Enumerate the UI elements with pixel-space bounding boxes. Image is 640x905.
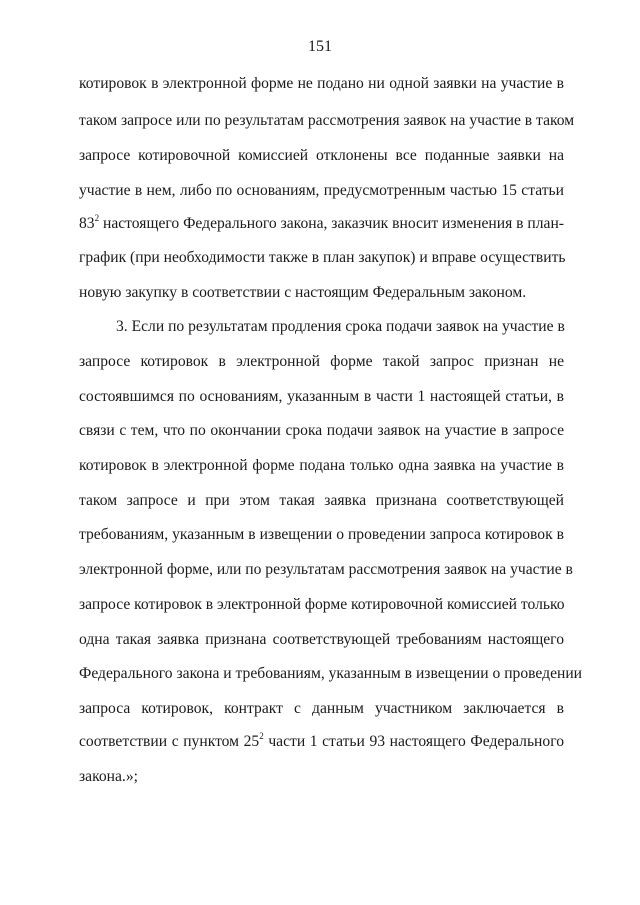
superscript: 2 [259,731,264,741]
text-line: котировок в электронной форме не подано ни одной заявки на участие в [79,75,564,92]
text-line: запросе котировочной комиссией отклонены все поданные заявки на [79,147,564,164]
text-line: запросе котировок в электронной форме такой запрос признан не [79,353,564,370]
text-line: требованиям, указанным в извещении о проведении запроса котировок в [79,526,564,543]
text-line-with-superscript [79,214,564,234]
text-line: одна такая заявка признана соответствующей требованиям настоящего [79,631,564,648]
superscript: 2 [94,213,100,223]
text-line: Федерального закона и требованиям, указанным в извещении о проведении [79,665,583,682]
text-line: электронной форме, или по результатам рассмотрения заявок на участие в [79,561,573,578]
text-segment: настоящего Федерального закона, заказчик вносит изменения в план- [99,215,564,232]
text-line: связи с тем, что по окончании срока подачи заявок на участие в запросе [79,422,564,439]
text-line-with-superscript [79,732,564,752]
page-number: 151 [308,38,332,55]
text-segment: части 1 статьи 93 настоящего Федерального [263,733,564,750]
text-line: таком запросе или по результатам рассмотрения заявок на участие в таком [79,112,575,129]
text-line: запросе котировок в электронной форме котировочной комиссией только [79,596,565,613]
text-segment: 83 [79,215,95,232]
text-line: котировок в электронной форме подана только одна заявка на участие в [79,457,564,474]
text-line: запроса котировок, контракт с данным участником заключается в [79,700,564,717]
text-line: график (при необходимости также в план закупок) и вправе осуществить [79,249,566,266]
text-line: участие в нем, либо по основаниям, предусмотренным частью 15 статьи [79,182,564,199]
text-segment: соответствии с пунктом 25 [79,733,260,750]
text-line: 3. Если по результатам продления срока подачи заявок на участие в [116,318,565,335]
text-line: закона.»; [79,768,138,785]
text-line: состоявшимся по основаниям, указанным в части 1 настоящей статьи, в [79,388,564,405]
text-line: таком запросе и при этом такая заявка признана соответствующей [79,492,564,509]
text-line: новую закупку в соответствии с настоящим Федеральным законом. [79,284,527,301]
